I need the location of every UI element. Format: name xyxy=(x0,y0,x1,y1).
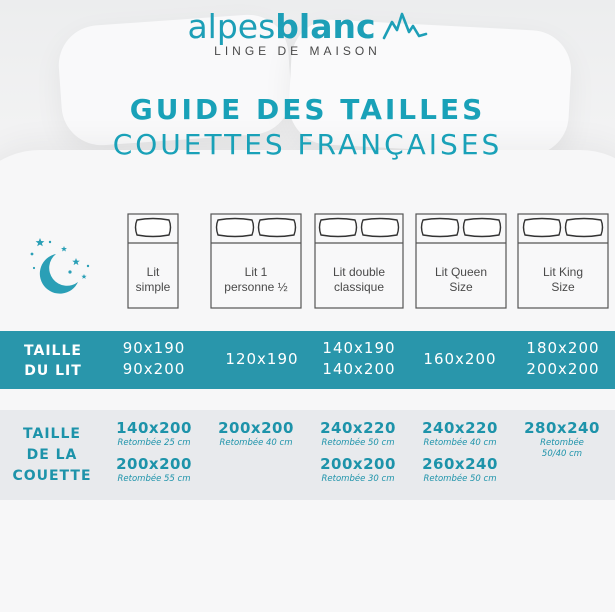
brand-name xyxy=(0,8,615,46)
duvet-size-double xyxy=(308,419,408,485)
duvet-size: 200x200 xyxy=(320,455,396,473)
bed-label: Lit 1 personne ½ xyxy=(224,265,288,294)
duvet-size-queen xyxy=(410,419,510,485)
duvet-size-one-and-half xyxy=(206,419,306,449)
page-title: GUIDE DES TAILLES xyxy=(129,93,486,126)
bed-label: Lit simple xyxy=(135,265,171,294)
bed-icon-double xyxy=(314,213,404,309)
bed-size-simple: 90x190 90x200 xyxy=(122,339,186,378)
duvet-size-king xyxy=(514,419,610,460)
bed-label: Lit King Size xyxy=(542,265,584,294)
duvet-size: 200x200 xyxy=(116,455,192,473)
brand-name-bold: blanc xyxy=(275,7,376,46)
bed-icon-simple xyxy=(127,213,179,309)
duvet-size: 200x200 xyxy=(218,419,294,437)
brand-name-light: alpes xyxy=(187,7,276,46)
bed-size-one-and-half: 120x190 xyxy=(225,350,299,368)
bed-size-row-label: TAILLE DU LIT xyxy=(24,343,82,379)
duvet-size: 260x240 xyxy=(422,455,498,473)
moon-stars-icon xyxy=(26,232,96,298)
duvet-drop: Retombée 25 cm xyxy=(117,438,191,448)
duvet-drop: Retombée 50 cm xyxy=(423,474,497,484)
bed-label: Lit Queen Size xyxy=(434,265,488,294)
duvet-drop: Retombée 50 cm xyxy=(321,438,395,448)
bed-icon-one-and-half xyxy=(210,213,302,309)
duvet-drop: Retombée 55 cm xyxy=(117,474,191,484)
duvet-size: 240x220 xyxy=(422,419,498,437)
brand-logo xyxy=(0,8,615,58)
brand-tagline: LINGE DE MAISON xyxy=(214,44,381,58)
bed-size-queen: 160x200 xyxy=(423,350,497,368)
duvet-size: 140x200 xyxy=(116,419,192,437)
duvet-drop: Retombée 40 cm xyxy=(423,438,497,448)
mountain-wave-icon xyxy=(382,8,428,42)
bed-icon-king xyxy=(517,213,609,309)
duvet-drop: Retombée 40 cm xyxy=(219,438,293,448)
duvet-size: 240x220 xyxy=(320,419,396,437)
duvet-size-row-label: TAILLE DE LA COUETTE xyxy=(12,426,92,484)
bed-size-double: 140x190 140x200 xyxy=(322,339,396,378)
page-subtitle: COUETTES FRANÇAISES xyxy=(112,128,503,161)
bed-icon-queen xyxy=(415,213,507,309)
bed-label: Lit double classique xyxy=(332,265,386,294)
duvet-drop: Retombée 50/40 cm xyxy=(540,438,584,459)
duvet-size: 280x240 xyxy=(524,419,600,437)
bed-size-king: 180x200 200x200 xyxy=(526,339,600,378)
duvet-size-simple xyxy=(104,419,204,485)
duvet-drop: Retombée 30 cm xyxy=(321,474,395,484)
